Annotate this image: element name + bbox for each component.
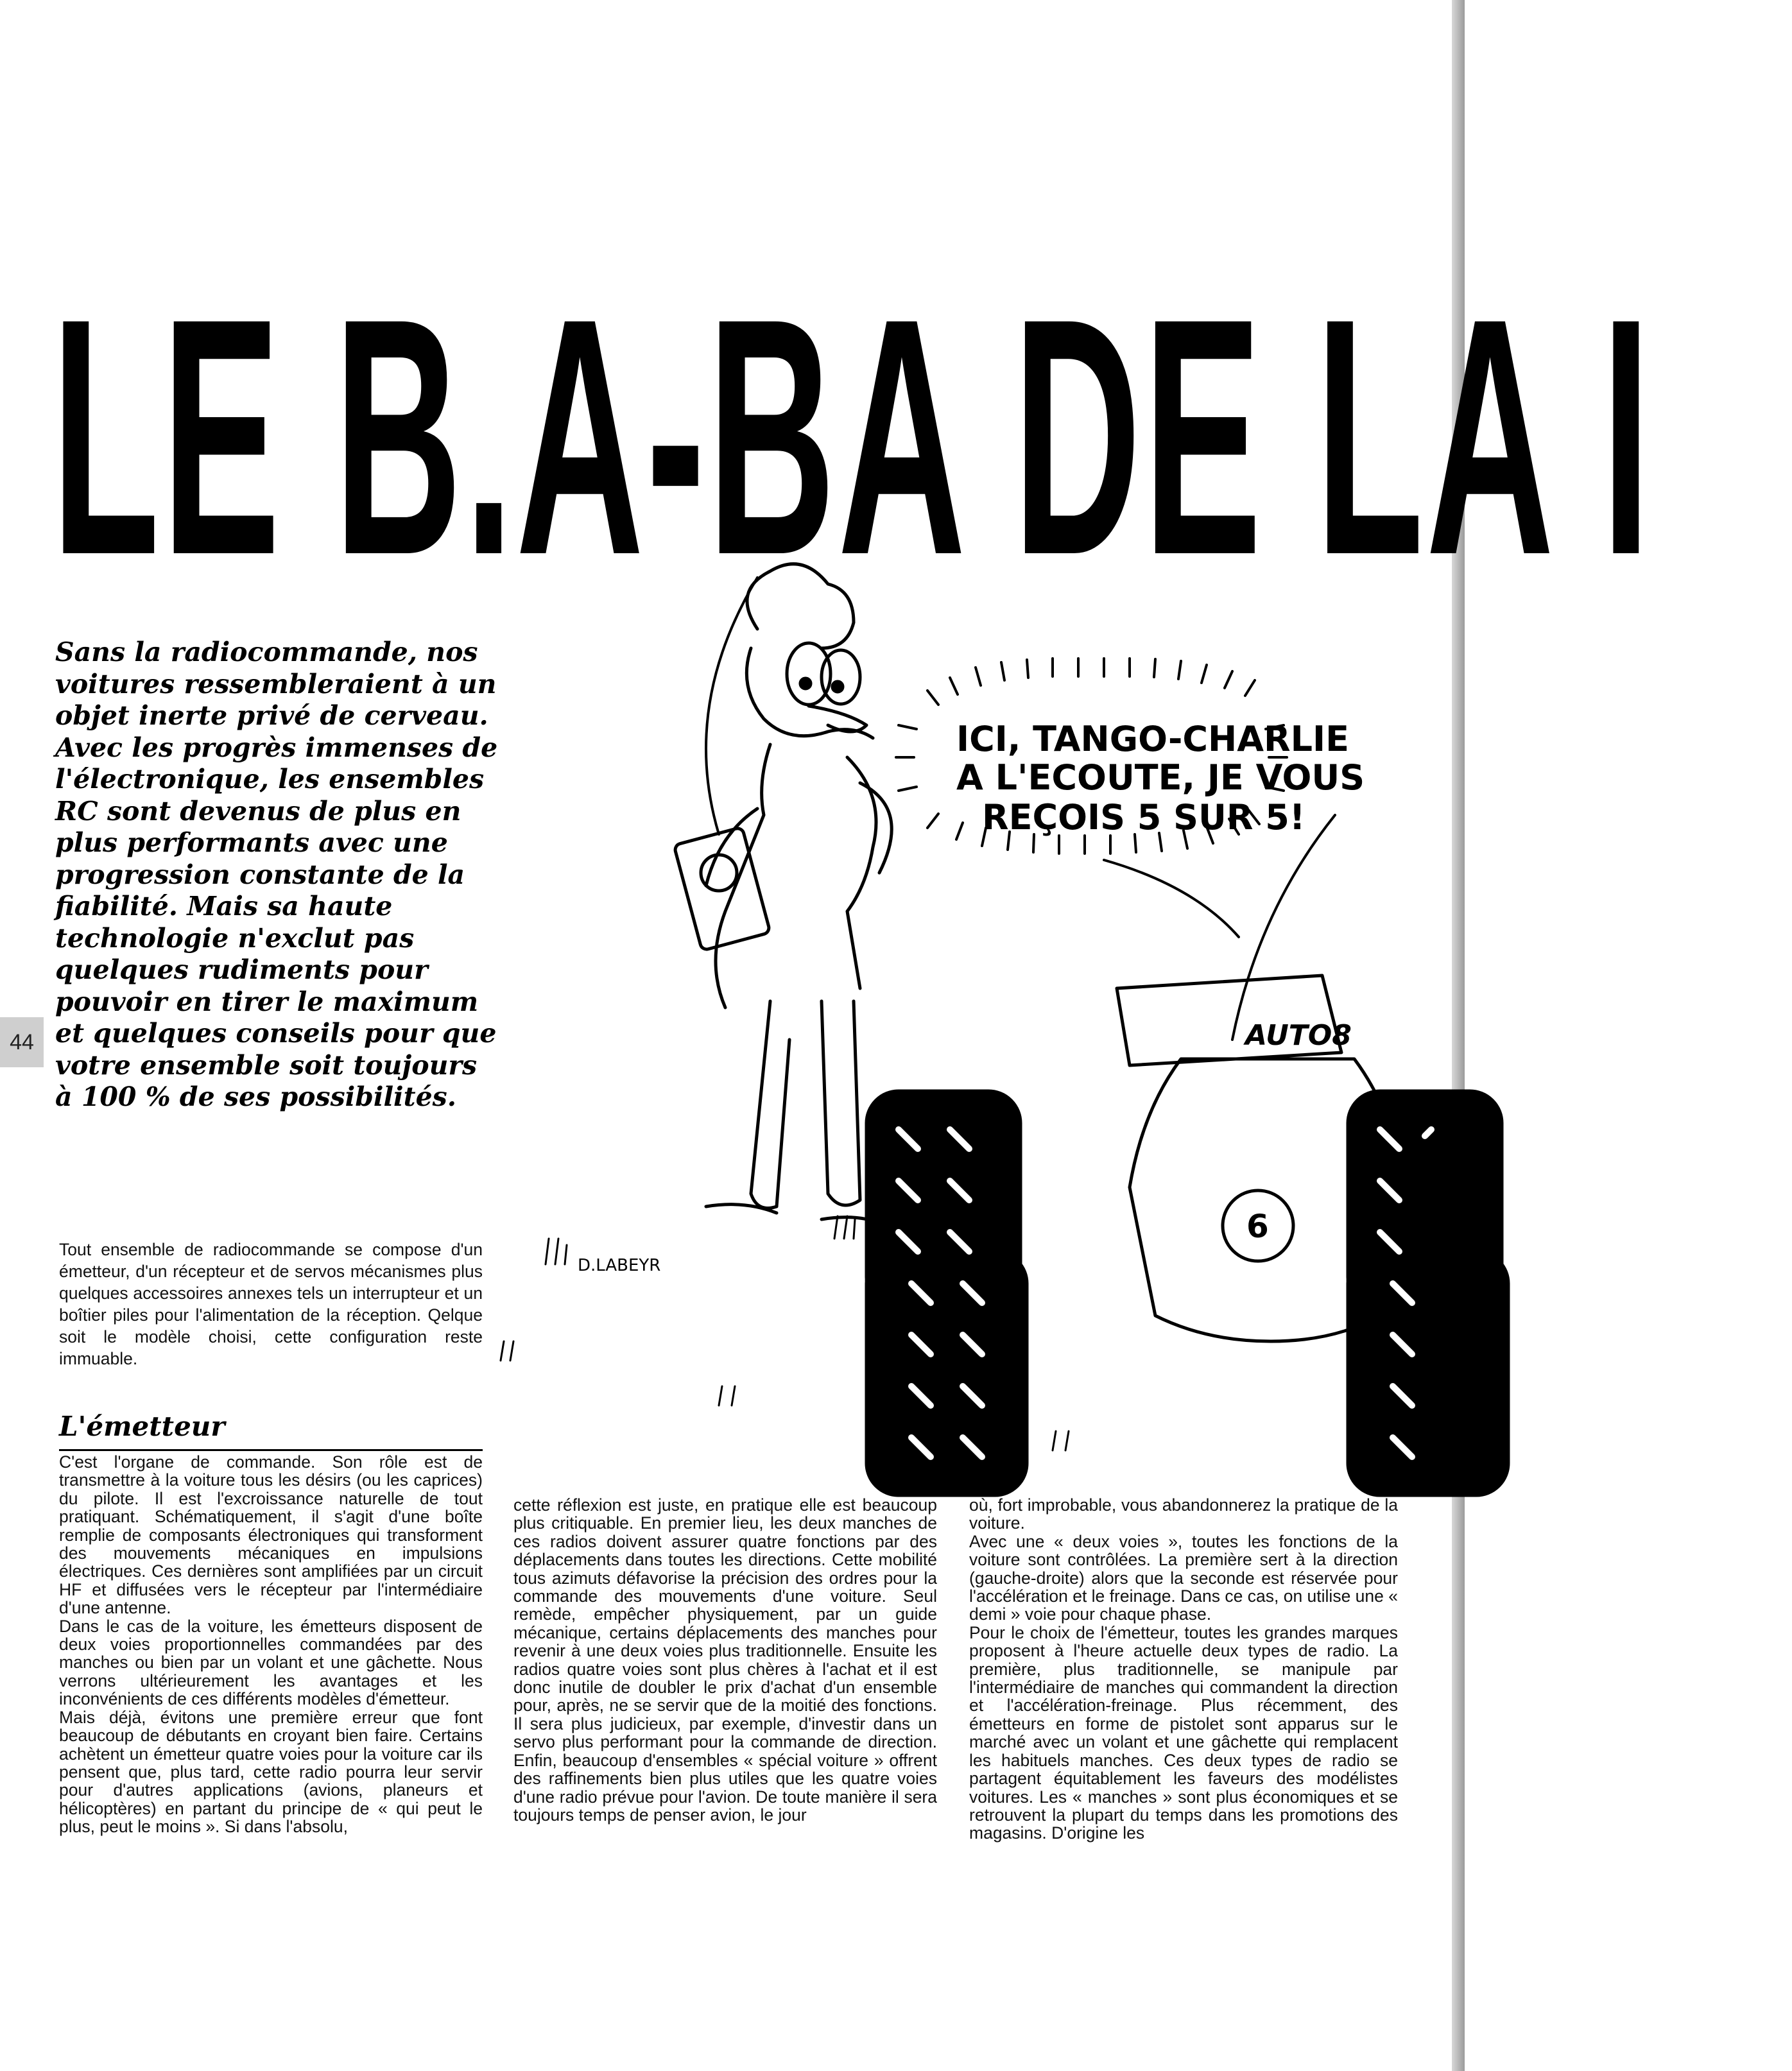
- svg-text:A L'ECOUTE, JE VOUS: A L'ECOUTE, JE VOUS: [956, 757, 1365, 798]
- column-paragraph: C'est l'organe de commande. Son rôle est de transmettre à la voiture tous les désirs (ou les caprices) du pilote. Il est l'excroissance naturelle de tout pratiquant. Schématiquement, il s'agit d'une boîte remplie de composants électroniques qui transforment des mouvements mécaniques en impulsions électriques. Ces dernières sont amplifiées par un circuit HF et diffusées vers le récepteur par l'intermédiaire d'une antenne.: [59, 1452, 483, 1618]
- article-column-2: [513, 1496, 937, 1824]
- column-paragraph: Mais déjà, évitons une première erreur que font beaucoup de débutants en croyant bien faire. Certains achètent un émetteur quatre voies pour la voiture car ils pensent que, plus tard, cette radio pourra leur servir pour d'autres applications (avions, planeurs et hélicoptères) en partant du principe de « qui peut le plus, peut le moins ». Si dans l'absolu,: [59, 1707, 483, 1837]
- column-paragraph: Avec une « deux voies », toutes les fonctions de la voiture sont contrôlées. La première sert à la direction (gauche-droite) alors que la seconde est réservée pour l'accélération et le freinage. Dans ce cas, on utilise une « demi » voie pour chaque phase.: [969, 1531, 1398, 1624]
- svg-text:ICI, TANGO-CHARLIE: ICI, TANGO-CHARLIE: [956, 719, 1349, 759]
- svg-text:AUTO8: AUTO8: [1245, 1019, 1352, 1052]
- article-column-1: [59, 1453, 483, 1836]
- intro-paragraph: Sans la radiocommande, nos voitures ressembleraient à un objet inerte privé de cerveau. Avec les progrès immenses de l'électronique, les ensembles RC sont devenus de plus en plus performants avec une progression constante de la fiabilité. Mais sa haute technologie n'exclut pas quelques rudiments pour pouvoir en tirer le maximum et quelques conseils pour que votre ensemble soit toujours à 100 % de ses possibilités.: [55, 637, 498, 1112]
- article-column-3: [969, 1496, 1398, 1843]
- page-title: LE B.A-BA DE LA I: [51, 248, 1653, 625]
- section-heading: L'émetteur: [59, 1411, 225, 1442]
- lead-paragraph: Tout ensemble de radiocommande se compose d'un émetteur, d'un récepteur et de servos mécanismes plus quelques accessoires annexes tels un interrupteur et un boîtier piles pour l'alimentation de la réception. Qelque soit le modèle choisi, cette configuration reste immuable.: [59, 1240, 483, 1368]
- cartoon-character: [674, 564, 892, 1226]
- rc-buggy: [866, 815, 1508, 1495]
- column-paragraph: Pour le choix de l'émetteur, toutes les grandes marques proposent à l'heure actuelle deux types de radio. La première, plus traditionnelle, se manipule par l'intermédiaire de manches qui commandent la direction et l'accélération-freinage. Plus récemment, des émetteurs en forme de pistolet sont apparus sur le marché avec un volant et une gâchette qui remplacent les habituels manches. Ces deux types de radio se partagent équitablement les faveurs des modélistes voitures. Les « manches » sont plus économiques et se retrouvent la plupart du temps dans les promotions des magasins. D'origine les: [969, 1622, 1398, 1843]
- column-paragraph: Dans le cas de la voiture, les émetteurs disposent de deux voies proportionnelles commandées par des manches ou bien par un volant et une gâchette. Nous verrons ultérieurement les avantages et les inconvénients de ces différents modèles d'émetteur.: [59, 1616, 483, 1709]
- column-paragraph: où, fort improbable, vous abandonnerez la pratique de la voiture.: [969, 1495, 1398, 1533]
- page-number: 44: [0, 1017, 44, 1067]
- cartoon-illustration: [449, 552, 1451, 1482]
- svg-text:6: 6: [1246, 1208, 1269, 1245]
- heading-underline: [59, 1449, 483, 1451]
- svg-text:REÇOIS 5 SUR 5!: REÇOIS 5 SUR 5!: [982, 797, 1305, 838]
- column-paragraph: cette réflexion est juste, en pratique elle est beaucoup plus critiquable. En premier lieu, les deux manches de ces radios doivent assurer quatre fonctions par des déplacements dans toutes les directions. Cette mobilité tous azimuts défavorise la précision des ordres pour la commande des mouvements d'une voiture. Seul remède, empêcher physiquement, par un guide mécanique, certains déplacements des manches pour revenir à une deux voies plus traditionnelle. Ensuite les radios quatre voies sont plus chères à l'achat et il est donc inutile de doubler le prix d'achat d'un ensemble pour, après, ne se servir que de la moitié des fonctions. Il sera plus judicieux, par exemple, d'investir dans un servo plus performant pour la commande de direction. Enfin, beaucoup d'ensembles « spécial voiture » offrent des raffinements bien plus utiles que les quatre voies d'une radio prévue pour l'avion. De toute manière il sera toujours temps de penser avion, le jour: [513, 1495, 937, 1825]
- svg-text:D.LABEYR: D.LABEYR: [578, 1256, 661, 1275]
